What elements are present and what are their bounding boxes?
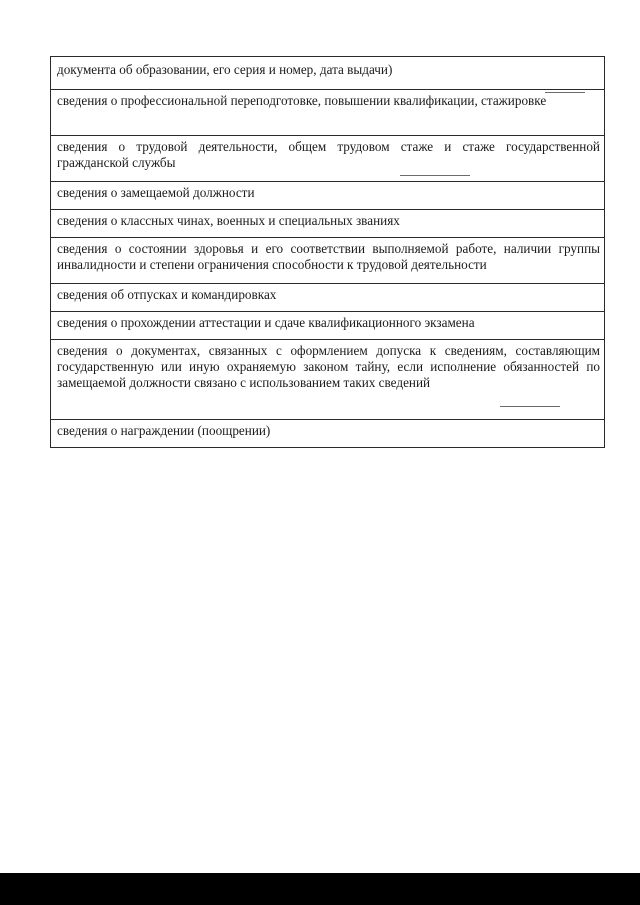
table-cell-ranks: сведения о классных чинах, военных и специальных званиях xyxy=(51,210,605,238)
table-row xyxy=(51,182,605,210)
scan-artifact-line xyxy=(545,92,585,93)
table-row xyxy=(51,340,605,420)
personal-data-table xyxy=(50,56,605,448)
table-row xyxy=(51,136,605,182)
scan-artifact-line xyxy=(500,406,560,407)
table-row xyxy=(51,420,605,448)
table-cell-awards: сведения о награждении (поощрении) xyxy=(51,420,605,448)
table-row xyxy=(51,238,605,284)
table-cell-education-document: документа об образовании, его серия и номер, дата выдачи) xyxy=(51,57,605,90)
table-row xyxy=(51,90,605,136)
table-row xyxy=(51,312,605,340)
table-cell-health: сведения о состоянии здоровья и его соответствии выполняемой работе, наличии группы инвалидности и степени ограничения способности к трудовой деятельности xyxy=(51,238,605,284)
table-row xyxy=(51,57,605,90)
table-row xyxy=(51,210,605,238)
table-cell-current-position: сведения о замещаемой должности xyxy=(51,182,605,210)
scan-artifact-line xyxy=(400,175,470,176)
table-cell-retraining: сведения о профессиональной переподготовке, повышении квалификации, стажировке xyxy=(51,90,605,136)
table-row xyxy=(51,284,605,312)
table-cell-work-experience: сведения о трудовой деятельности, общем трудовом стаже и стаже государственной гражданской службы xyxy=(51,136,605,182)
table-cell-attestation: сведения о прохождении аттестации и сдаче квалификационного экзамена xyxy=(51,312,605,340)
scan-bottom-border xyxy=(0,873,640,905)
table-cell-vacations: сведения об отпусках и командировках xyxy=(51,284,605,312)
table-cell-clearance: сведения о документах, связанных с оформлением допуска к сведениям, составляющим государственную или иную охраняемую законом тайну, если исполнение обязанностей по замещаемой должности связано с использованием таких сведений xyxy=(51,340,605,420)
